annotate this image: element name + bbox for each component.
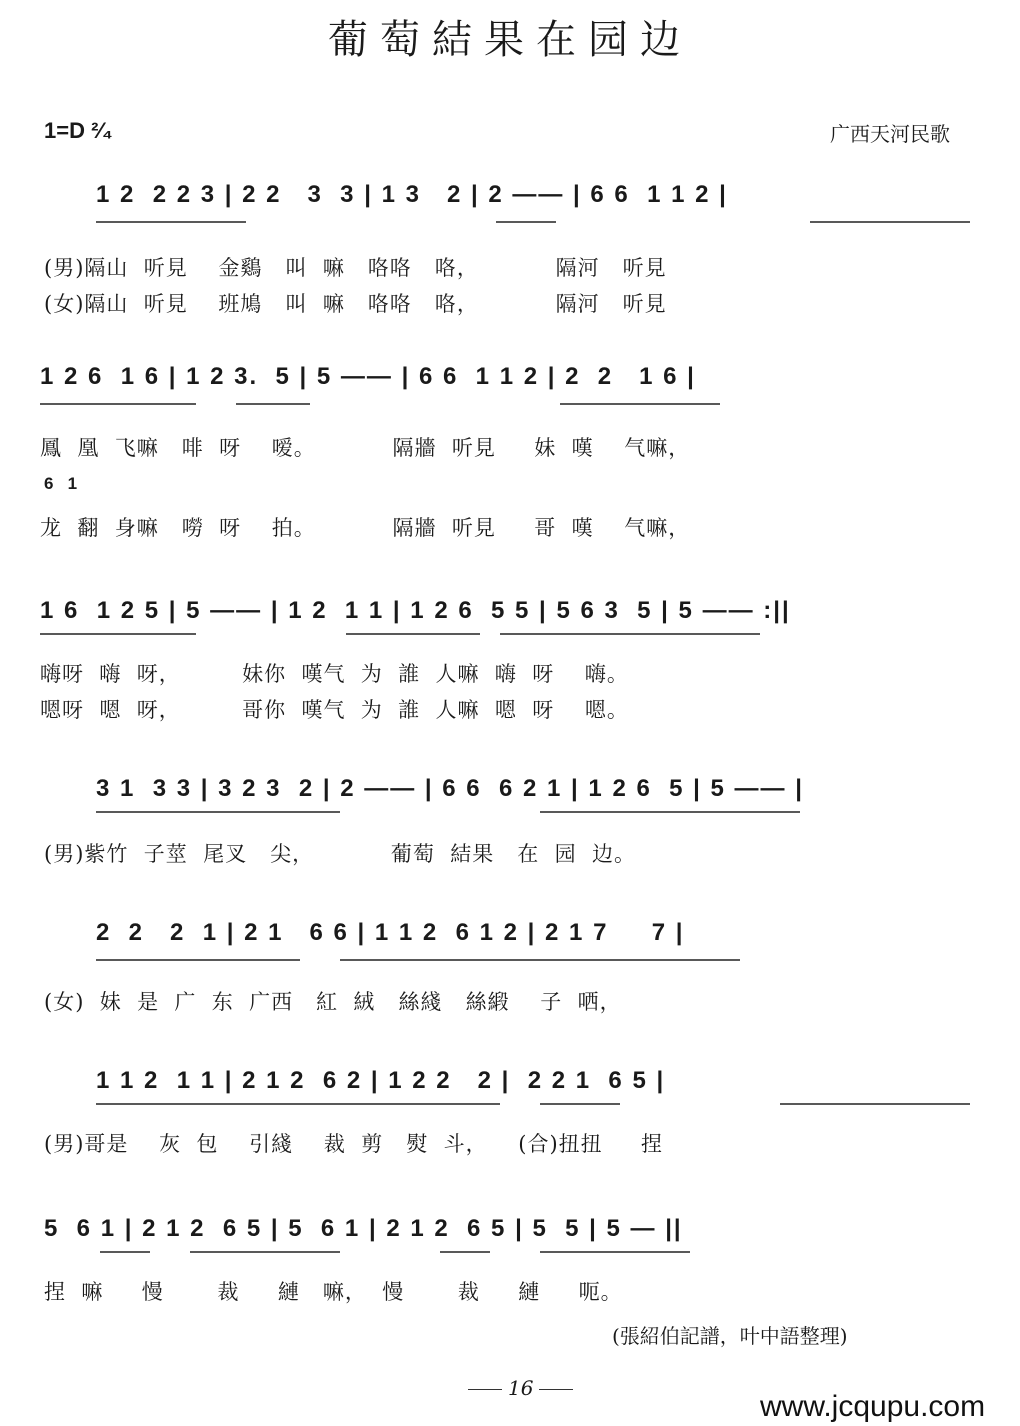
watermark: www.jcqupu.com xyxy=(760,1390,986,1423)
page-number-text: 16 xyxy=(508,1376,534,1400)
notation-line-3: 1 6 1 2 5 | 5 —— | 1 2 1 1 | 1 2 6 5 5 | 5 6 3 5 | 5 —— :|| xyxy=(40,597,791,624)
lyric-line-2b: 龙 翻 身嘛 嘮 呀 拍。 隔牆 听見 哥 嘆 气嘛， xyxy=(40,516,691,540)
notation-line-6: 1 1 2 1 1 | 2 1 2 6 2 | 1 2 2 2 | 2 2 1 6 5 | xyxy=(96,1067,666,1094)
key-signature: 1=D ²⁄₄ xyxy=(44,118,113,143)
lyric-line-3a: 嗨呀 嗨 呀， 妹你 嘆气 为 誰 人嘛 嗨 呀 嗨。 xyxy=(40,662,629,686)
notation-line-7: 5 6 1 | 2 1 2 6 5 | 5 6 1 | 2 1 2 6 5 | 5 5 | 5 — || xyxy=(44,1215,683,1242)
dash-left xyxy=(468,1389,502,1390)
notation-line-5: 2 2 2 1 | 2 1 6 6 | 1 1 2 6 1 2 | 2 1 7 7 | xyxy=(96,919,685,946)
notation-line-2: 1 2 6 1 6 | 1 2 3. 5 | 5 —— | 6 6 1 1 2 | 2 2 1 6 | xyxy=(40,363,696,390)
lyric-line-7: 捏 嘛 慢 裁 縺 嘛， 慢 裁 縺 呃。 xyxy=(44,1280,623,1304)
lyric-line-1b: (女)隔山 听見 班鳩 叫 嘛 咯咯 咯， 隔河 听見 xyxy=(44,292,667,316)
lyric-line-4: (男)紫竹 子莖 尾叉 尖， 葡萄 結果 在 园 边。 xyxy=(44,842,636,866)
song-source: 广西天河民歌 xyxy=(830,122,950,146)
lyric-line-1a: (男)隔山 听見 金鷄 叫 嘛 咯咯 咯， 隔河 听見 xyxy=(44,256,667,280)
lyric-line-3b: 嗯呀 嗯 呀， 哥你 嘆气 为 誰 人嘛 嗯 呀 嗯。 xyxy=(40,698,629,722)
song-title: 葡萄結果在园边 xyxy=(328,17,692,63)
notation-line-1: 1 2 2 2 3 | 2 2 3 3 | 1 3 2 | 2 —— | 6 6 1 1 2 | xyxy=(96,181,728,208)
lyric-line-2a: 鳳 凰 飞嘛 啡 呀 嗳。 隔牆 听見 妹 嘆 气嘛， xyxy=(40,436,691,460)
notation-line-4: 3 1 3 3 | 3 2 3 2 | 2 —— | 6 6 6 2 1 | 1 2 6 5 | 5 —— | xyxy=(96,775,804,802)
dash-right xyxy=(539,1389,573,1390)
lyric-line-6: (男)哥是 灰 包 引綫 裁 剪 熨 斗， (合)扭扭 捏 xyxy=(44,1132,664,1156)
variant-notes: 6 1 xyxy=(44,474,78,493)
transcription-credit: (張紹伯記譜，叶中語整理) xyxy=(612,1324,848,1348)
page-number xyxy=(462,1376,579,1400)
lyric-line-5: (女) 妹 是 广 东 广西 紅 絨 絲綫 絲緞 子 哂， xyxy=(44,990,622,1014)
